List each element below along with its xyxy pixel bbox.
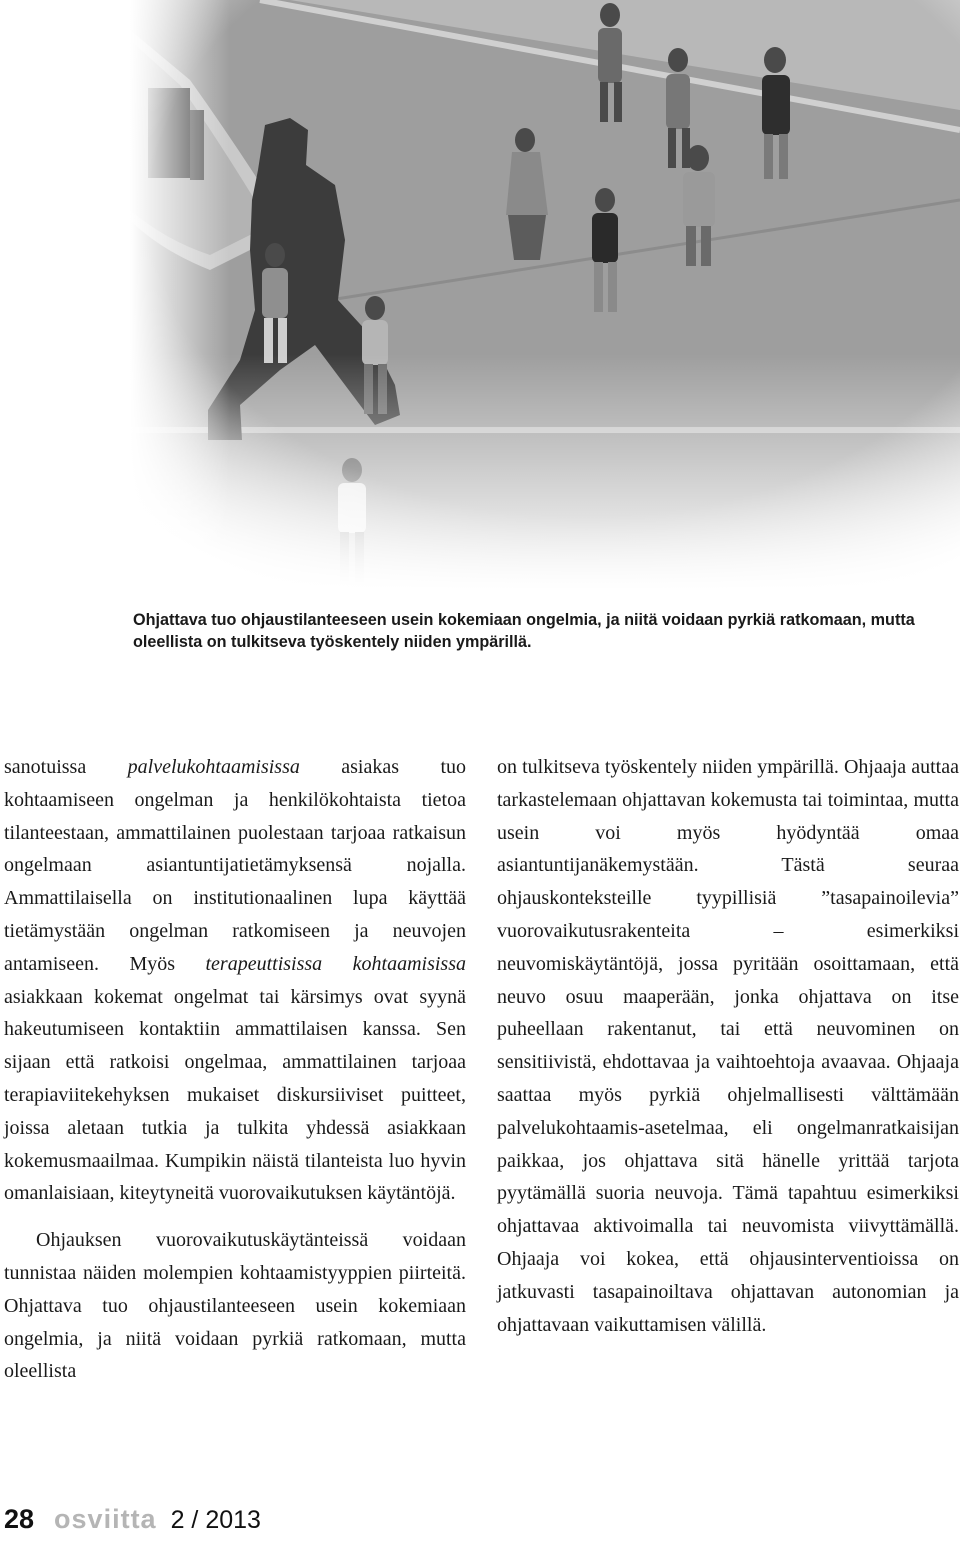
left-paragraph-1 [4,751,466,1210]
italic-term: terapeuttisissa kohtaamisissa [205,952,466,975]
left-column [4,751,466,1388]
italic-term: palvelukohtaamisissa [127,756,300,778]
page-footer [4,1504,261,1544]
figure-caption: Ohjattava tuo ohjaustilanteeseen usein kokemiaan ongelmia, ja niitä voidaan pyrkiä ratkomaan, mutta oleellista on tulkitseva työskentely niiden ympärillä. [133,611,915,651]
text-segment: asiakkaan kokemat ongelmat tai kärsimys ovat syynä hakeutumiseen kontaktiin ammattilaisen kanssa. Sen sijaan että ratkoisi ongelmaa, ammattilainen tarjoaa terapiaviitekehyksen mukaiset diskursiiviset puitteet, joissa aletaan tutkia ja tulkita yhdessä asiakkaan kokemusmaailmaa. Kumpikin näistä tilanteista luo hyvin omanlaisiaan, kiteytyneitä vuorovaikutuksen käytäntöjä. [4,985,466,1205]
right-column [497,751,959,1341]
issue-number: 2 / 2013 [170,1506,261,1534]
left-paragraph-2: Ohjauksen vuorovaikutuskäytänteissä voidaan tunnistaa näiden molempien kohtaamistyyppien piirteitä. Ohjattava tuo ohjaustilanteeseen usein kokemiaan ongelmia, ja niitä voidaan pyrkiä ratkomaan, mutta oleellista [4,1229,466,1383]
right-paragraph-1: on tulkitseva työskentely niiden ympärillä. Ohjaaja auttaa tarkastelemaan ohjattavan kokemusta tai toimintaa, mutta usein voi myös hyödyntää omaa asiantuntijanäkemystään. Tästä seuraa ohjauskonteksteille tyypillisiä ”tasapainoilevia” vuorovaikutusrakenteita – esimerkiksi neuvomiskäytäntöjä, jossa pyritään osoittamaan, että neuvo osuu maaperään, jonka ohjattava on itse puheellaan rakentanut, tai että neuvominen on sensitiivistä, ehdottavaa ja vaihtoehtoja avaavaa. Ohjaaja saattaa myös pyrkiä ohjelmallisesti välttämään palvelukohtaamis-asetelmaa, eli ongelmanratkaisijan paikkaa, jos ohjattava sitä hänelle yrittää tarjota pyytämällä suoria neuvoja. Tämä tapahtuu esimerkiksi ohjattavaa aktivoimalla tai neuvomista viivyttämällä. Ohjaaja voi kokea, että ohjausinterventioissa on jatkuvasti tasapainoiltava ohjattavan autonomian ja ohjattavaan vaikuttamisen välillä. [497,756,959,1336]
text-segment: sanotuissa [4,756,128,778]
magazine-name: osviitta [54,1504,157,1534]
street-photo [130,0,960,590]
text-segment: asiakas tuo kohtaamiseen ongelman ja henkilökohtaista tietoa tilanteestaan, ammattilainen puolestaan tarjoaa ratkaisun ongelmaan asiantuntijatietämyksensä nojalla. Ammattilaisella on institutionaalinen lupa käyttää tietämystään ongelman ratkomiseen ja neuvojen antamiseen. Myös [4,756,467,975]
page-number: 28 [4,1504,35,1534]
